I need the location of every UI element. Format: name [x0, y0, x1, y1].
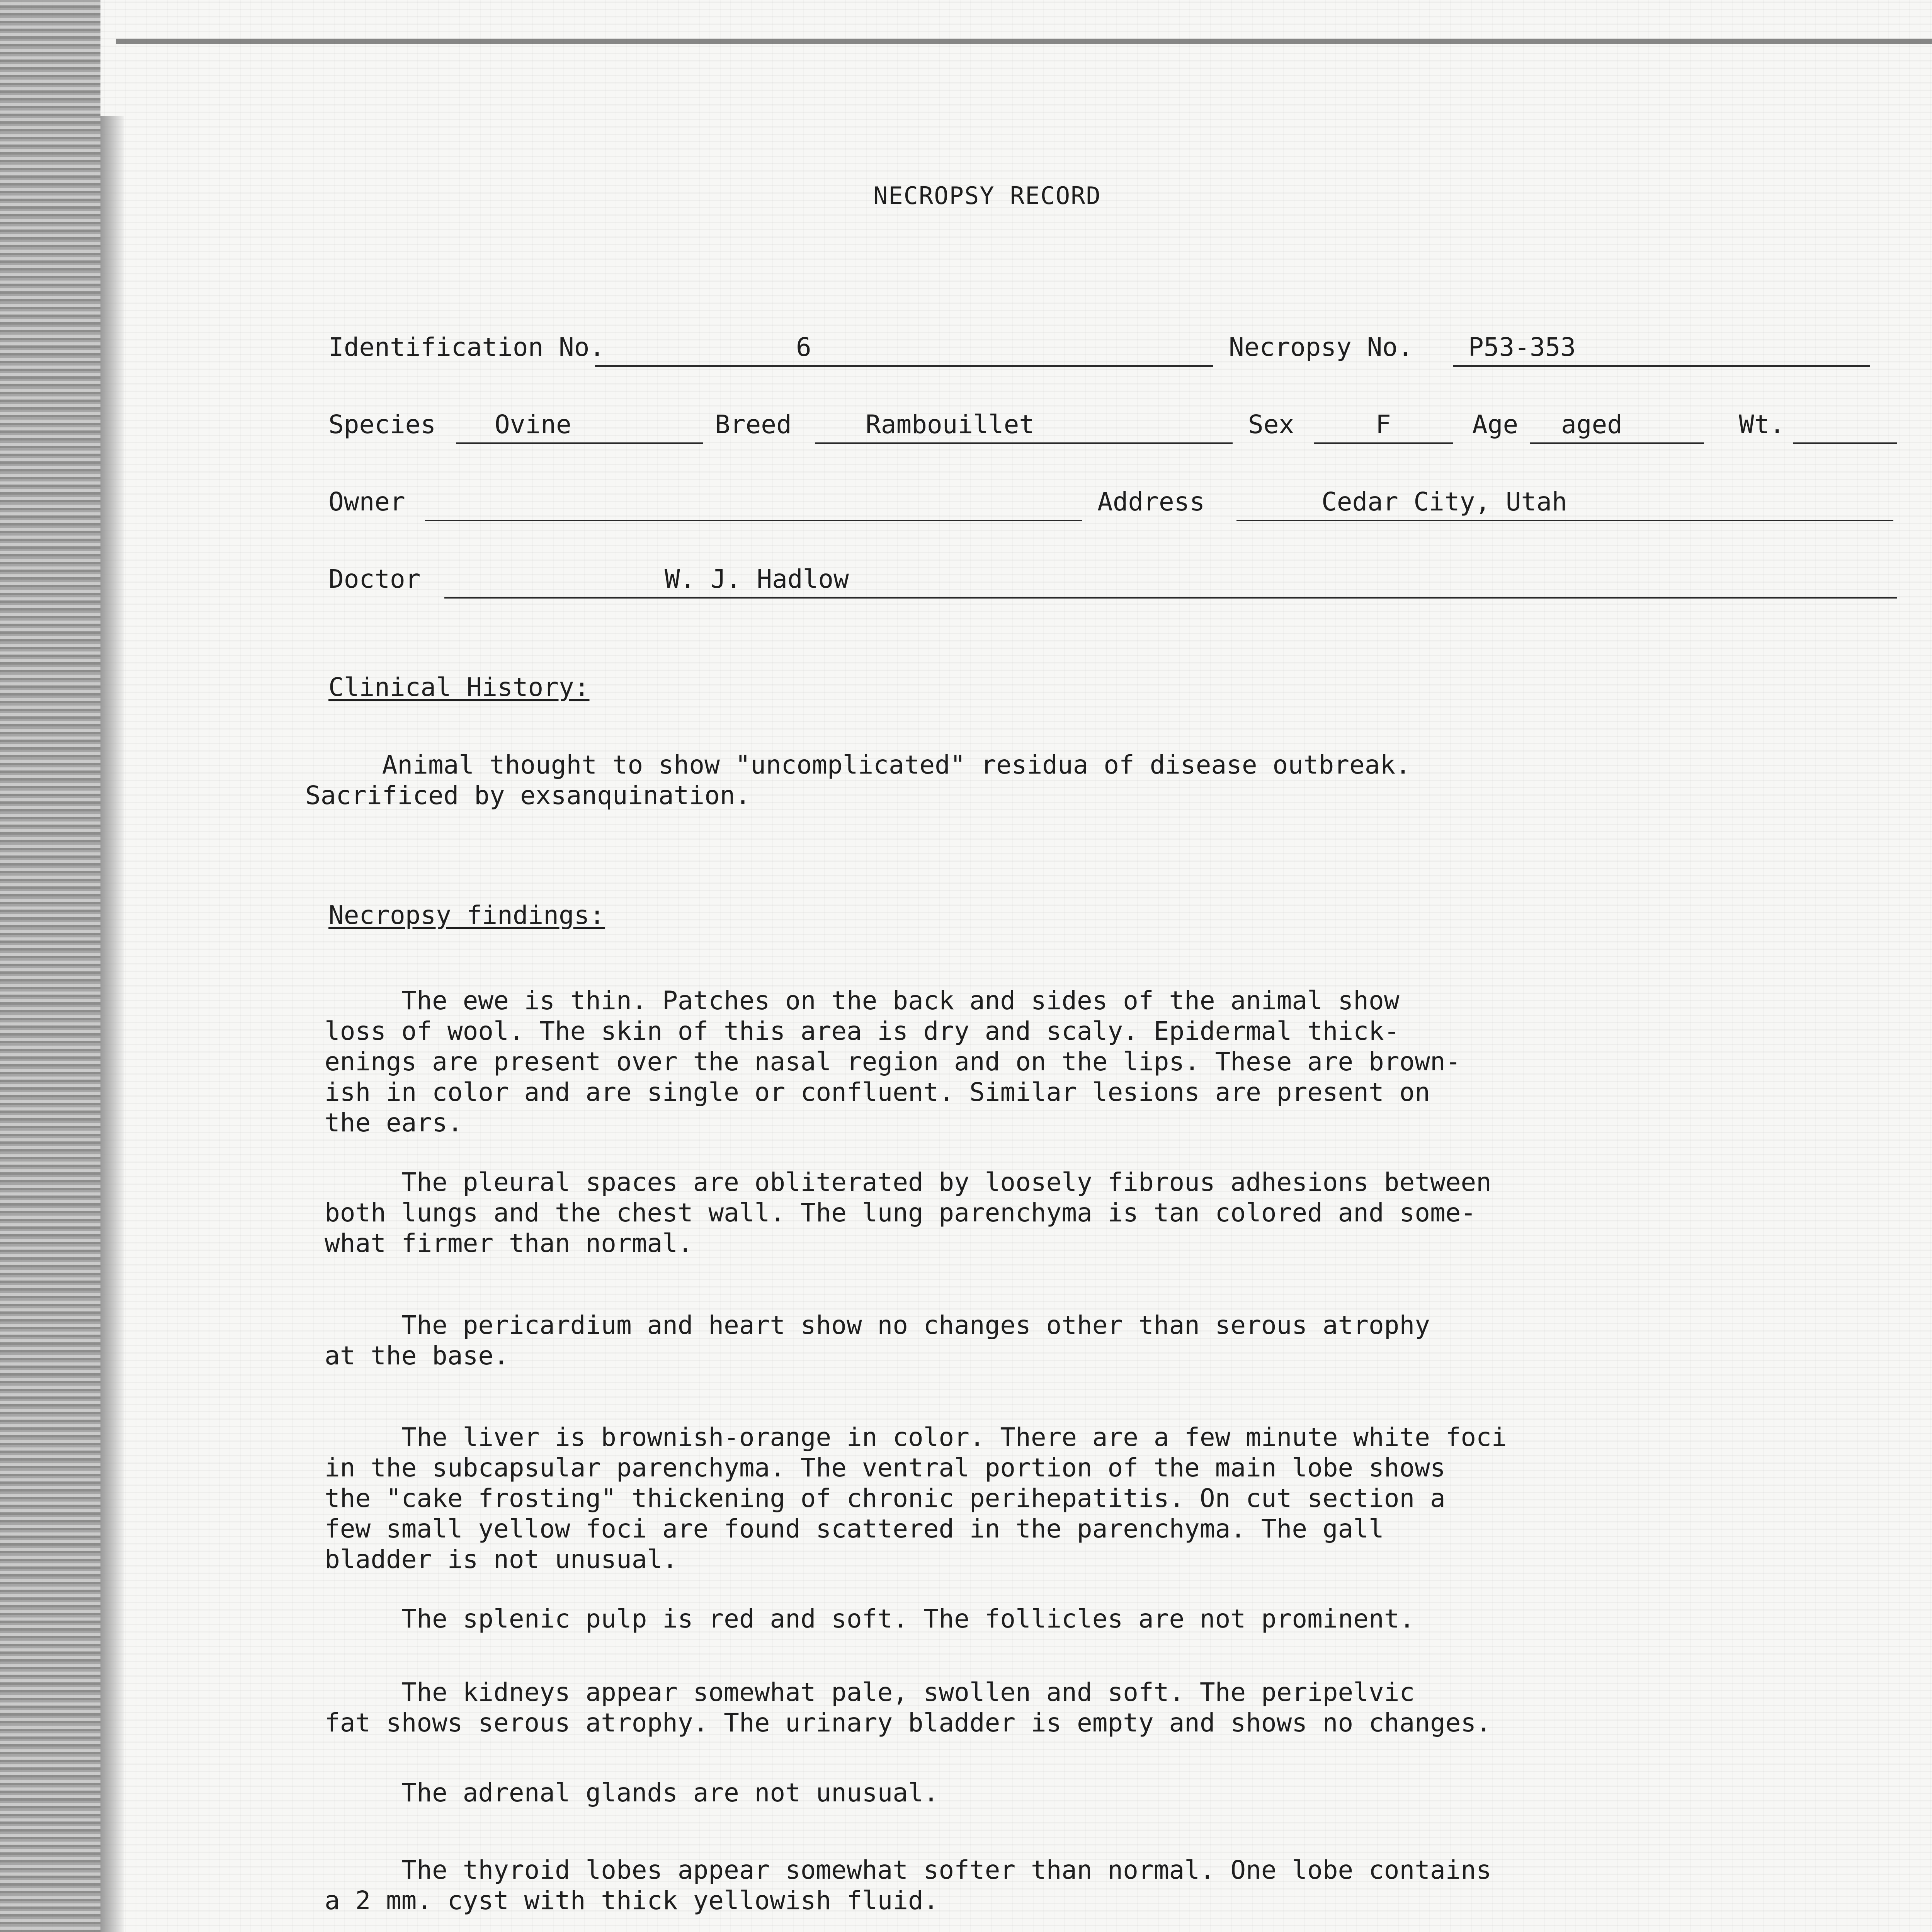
clinical-history-text: Animal thought to show "uncomplicated" residua of disease outbreak. Sacrificed by exsanquination. [305, 750, 1411, 810]
doctor-label: Doctor [328, 564, 421, 594]
identification-value: 6 [796, 332, 811, 362]
scanned-left-shadow [100, 116, 124, 1932]
findings-paragraph-heart: The pericardium and heart show no changes other than serous atrophy at the base. [325, 1310, 1430, 1371]
scanned-left-edge [0, 0, 100, 1932]
findings-paragraph-liver: The liver is brownish-orange in color. There are a few minute white foci in the subcapsular parenchyma. The ventral portion of the main lobe shows the "cake frosting" thickening of chronic perihepatitis. On cut section a few small yellow foci are found scattered in the parenchyma. The gall bladder is not unusual. [325, 1422, 1507, 1574]
sex-line [1314, 442, 1453, 444]
breed-label: Breed [715, 410, 792, 439]
necropsy-number-value: P53-353 [1468, 332, 1576, 362]
findings-paragraph-skin: The ewe is thin. Patches on the back and sides of the animal show loss of wool. The skin of this area is dry and scaly. Epidermal thick- enings are present over the nasal region and on the lips. These are brown- ish in color and are single or confluent. Similar lesions are present on the ears. [325, 986, 1461, 1138]
species-line [456, 442, 703, 444]
species-label: Species [328, 410, 436, 439]
doctor-line [444, 597, 1897, 599]
age-line [1530, 442, 1704, 444]
species-value: Ovine [495, 410, 571, 439]
findings-paragraph-kidneys: The kidneys appear somewhat pale, swollen and soft. The peripelvic fat shows serous atrophy. The urinary bladder is empty and shows no changes. [325, 1677, 1492, 1738]
owner-label: Owner [328, 487, 405, 517]
breed-line [815, 442, 1233, 444]
doctor-value: W. J. Hadlow [665, 564, 849, 594]
findings-paragraph-spleen: The splenic pulp is red and soft. The follicles are not prominent. [325, 1604, 1415, 1634]
age-value: aged [1561, 410, 1622, 439]
document-title: NECROPSY RECORD [873, 182, 1101, 210]
necropsy-findings-heading: Necropsy findings: [328, 900, 605, 930]
clinical-history-heading: Clinical History: [328, 672, 590, 702]
necropsy-number-label: Necropsy No. [1229, 332, 1413, 362]
findings-paragraph-adrenal: The adrenal glands are not unusual. [325, 1778, 939, 1808]
scanned-top-edge [116, 39, 1932, 44]
sex-label: Sex [1248, 410, 1294, 439]
address-line [1236, 520, 1893, 521]
age-label: Age [1472, 410, 1519, 439]
identification-label: Identification No. [328, 332, 605, 362]
findings-paragraph-lungs: The pleural spaces are obliterated by loosely fibrous adhesions between both lungs and the chest wall. The lung parenchyma is tan colored and some- what firmer than normal. [325, 1167, 1492, 1258]
address-label: Address [1097, 487, 1205, 517]
sex-value: F [1376, 410, 1391, 439]
weight-label: Wt. [1739, 410, 1785, 439]
necropsy-number-line [1453, 365, 1870, 367]
owner-line [425, 520, 1082, 521]
address-value: Cedar City, Utah [1321, 487, 1567, 517]
findings-paragraph-thyroid: The thyroid lobes appear somewhat softer than normal. One lobe contains a 2 mm. cyst with thick yellowish fluid. [325, 1855, 1492, 1915]
breed-value: Rambouillet [866, 410, 1035, 439]
identification-line [595, 365, 1213, 367]
weight-line [1793, 442, 1897, 444]
